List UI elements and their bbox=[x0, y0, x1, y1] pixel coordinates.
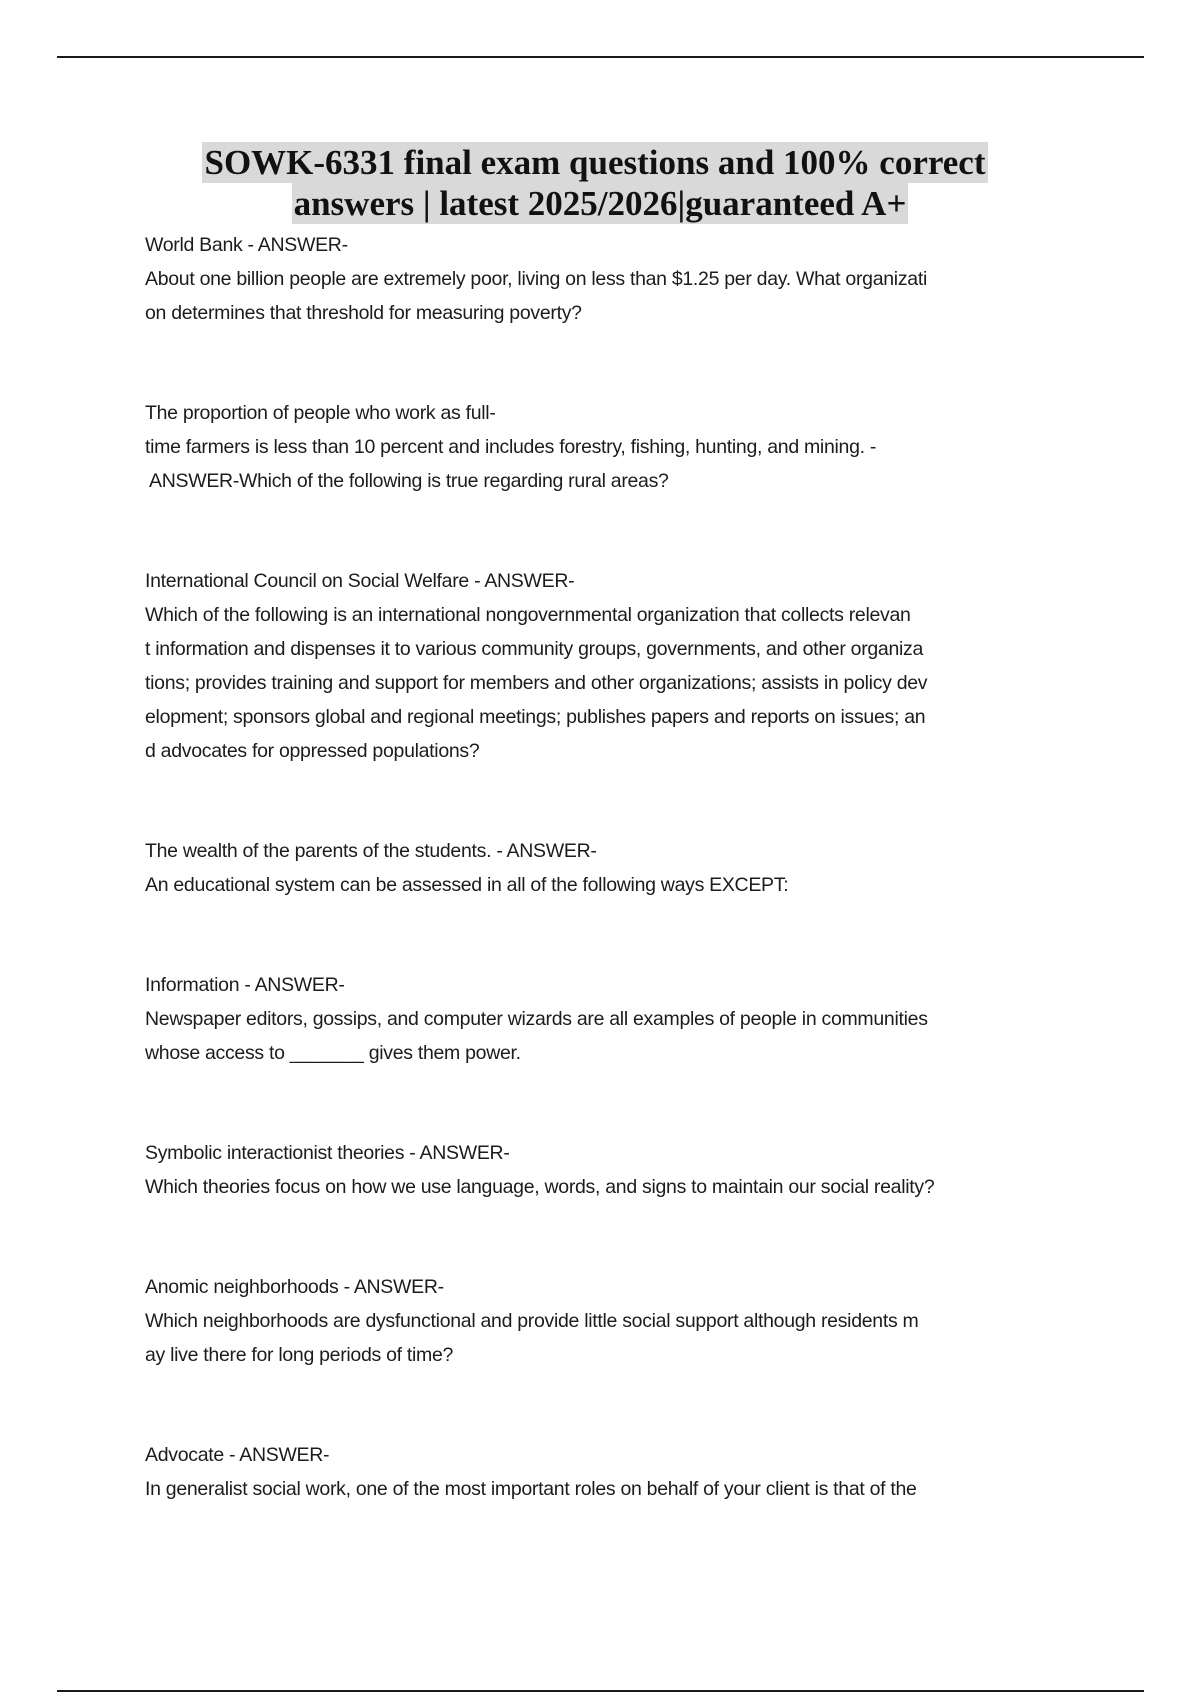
qa-line: World Bank - ANSWER- bbox=[145, 234, 348, 256]
qa-item bbox=[145, 564, 1065, 768]
spacer bbox=[145, 330, 1065, 396]
qa-line: tions; provides training and support for members and other organizations; assists in policy dev bbox=[145, 672, 928, 694]
qa-line: Newspaper editors, gossips, and computer wizards are all examples of people in communities bbox=[145, 1008, 928, 1030]
qa-line: Anomic neighborhoods - ANSWER- bbox=[145, 1276, 444, 1298]
qa-item bbox=[145, 1136, 1065, 1204]
spacer bbox=[145, 498, 1065, 564]
qa-item bbox=[145, 968, 1065, 1070]
bottom-rule bbox=[57, 1690, 1144, 1692]
title-line-2: answers | latest 2025/2026|guaranteed A+ bbox=[293, 184, 907, 223]
qa-item bbox=[145, 228, 1065, 330]
qa-line: An educational system can be assessed in all of the following ways EXCEPT: bbox=[145, 874, 789, 896]
spacer bbox=[145, 902, 1065, 968]
spacer bbox=[145, 1070, 1065, 1136]
qa-item bbox=[145, 1270, 1065, 1372]
top-rule bbox=[57, 56, 1144, 58]
qa-line: International Council on Social Welfare - ANSWER- bbox=[145, 570, 575, 592]
qa-line: whose access to _______ gives them power. bbox=[145, 1042, 521, 1064]
title-line-1: SOWK-6331 final exam questions and 100% correct bbox=[204, 143, 986, 182]
qa-list bbox=[145, 228, 1065, 1506]
qa-line: t information and dispenses it to various community groups, governments, and other organiza bbox=[145, 638, 924, 660]
qa-line: elopment; sponsors global and regional meetings; publishes papers and reports on issues; an bbox=[145, 706, 926, 728]
qa-line: ANSWER-Which of the following is true regarding rural areas? bbox=[145, 470, 669, 492]
qa-line: About one billion people are extremely poor, living on less than $1.25 per day. What organizati bbox=[145, 268, 927, 290]
qa-line: Symbolic interactionist theories - ANSWER- bbox=[145, 1142, 510, 1164]
qa-line: Which of the following is an international nongovernmental organization that collects relevan bbox=[145, 604, 911, 626]
spacer bbox=[145, 1372, 1065, 1438]
spacer bbox=[145, 768, 1065, 834]
qa-line: Which theories focus on how we use language, words, and signs to maintain our social reality? bbox=[145, 1176, 935, 1198]
qa-line: In generalist social work, one of the most important roles on behalf of your client is that of the bbox=[145, 1478, 917, 1500]
document-title bbox=[100, 142, 1100, 224]
qa-line: Advocate - ANSWER- bbox=[145, 1444, 330, 1466]
qa-item bbox=[145, 1438, 1065, 1506]
qa-line: time farmers is less than 10 percent and includes forestry, fishing, hunting, and mining. - bbox=[145, 436, 877, 458]
qa-item bbox=[145, 396, 1065, 498]
qa-line: Information - ANSWER- bbox=[145, 974, 345, 996]
qa-item bbox=[145, 834, 1065, 902]
spacer bbox=[145, 1204, 1065, 1270]
qa-line: ay live there for long periods of time? bbox=[145, 1344, 454, 1366]
qa-line: The proportion of people who work as full- bbox=[145, 402, 496, 424]
qa-line: Which neighborhoods are dysfunctional and provide little social support although residents m bbox=[145, 1310, 919, 1332]
qa-line: The wealth of the parents of the students. - ANSWER- bbox=[145, 840, 597, 862]
qa-line: d advocates for oppressed populations? bbox=[145, 740, 480, 762]
qa-line: on determines that threshold for measuring poverty? bbox=[145, 302, 582, 324]
